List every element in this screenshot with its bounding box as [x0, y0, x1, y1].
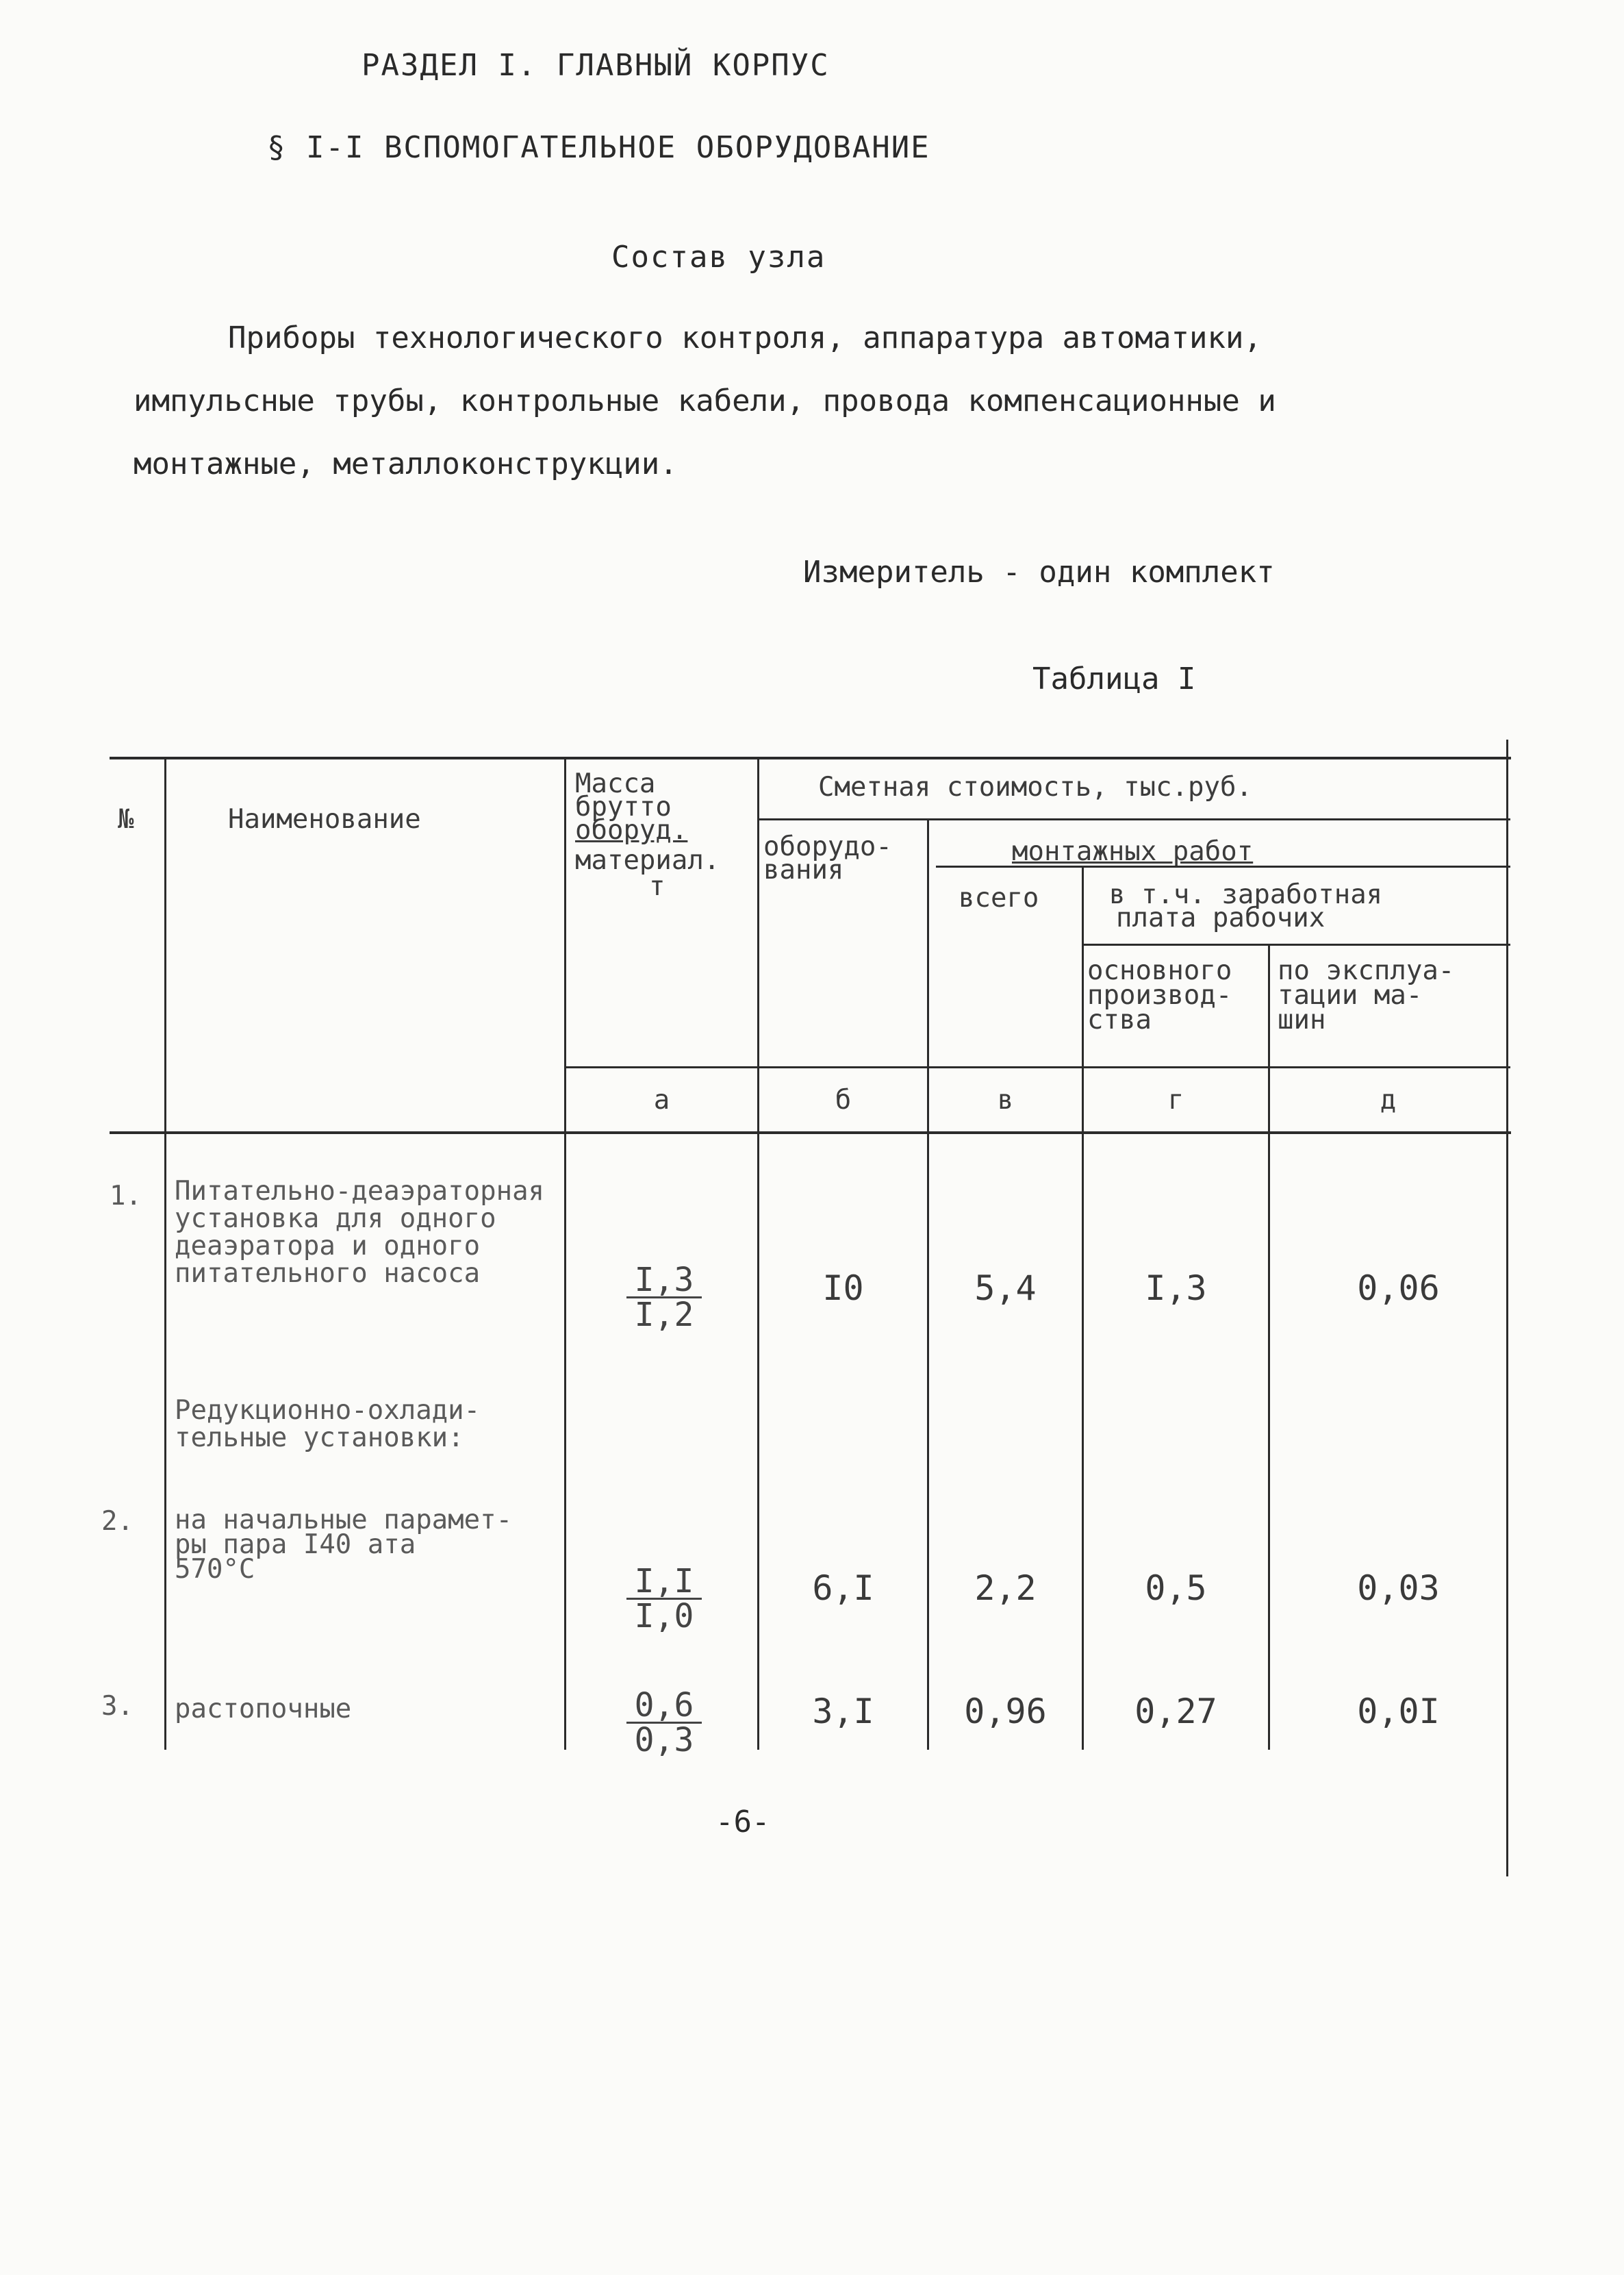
composition-line-1: Приборы технологического контроля, аппаратура автоматики, [228, 320, 1262, 355]
row-name: растопочные [175, 1694, 352, 1724]
composition-title: Состав узла [611, 240, 826, 275]
header-equipment: оборудо- вания [763, 831, 892, 885]
main-production-wages: 0,5 [1145, 1568, 1207, 1608]
meter-note: Измеритель - один комплект [803, 555, 1275, 590]
group-name: Редукционно-охлади- тельные установки: [175, 1395, 481, 1453]
mass-fraction: $\frac{I,3}{I,2}$ [626, 1264, 702, 1331]
header-cost: Сметная стоимость, тыс.руб. [818, 772, 1252, 803]
row-name: Питательно-деаэраторная установка для одного деаэратора и одного питательного насоса [175, 1176, 545, 1289]
paragraph-heading: § I-I ВСПОМОГАТЕЛЬНОЕ ОБОРУДОВАНИЕ [267, 130, 930, 165]
table-label: Таблица I [1032, 662, 1196, 696]
mass-fraction: $\frac{0,6}{0,3}$ [626, 1689, 702, 1757]
machine-operation-wages: 0,03 [1357, 1568, 1440, 1608]
installation-total: 0,96 [964, 1692, 1047, 1731]
header-machines: по эксплуа- тации ма- шин [1278, 955, 1455, 1035]
section-heading: РАЗДЕЛ I. ГЛАВНЫЙ КОРПУС [361, 48, 830, 83]
equipment-cost: 3,I [812, 1692, 874, 1731]
equipment-cost: 6,I [812, 1568, 874, 1608]
letter-d: д [1380, 1085, 1397, 1116]
header-main-production: основного производ- ства [1087, 955, 1232, 1035]
composition-line-3: монтажные, металлоконструкции. [134, 447, 678, 481]
page-number: -6- [715, 1805, 770, 1839]
installation-total: 2,2 [974, 1568, 1037, 1608]
header-installation: монтажных работ [1012, 836, 1254, 867]
letter-v: в [997, 1085, 1014, 1116]
composition-line-2: импульсные трубы, контрольные кабели, провода компенсационные и [134, 384, 1276, 418]
mass-fraction: $\frac{I,I}{I,0}$ [626, 1565, 702, 1633]
row-number: 2. [101, 1506, 134, 1537]
main-production-wages: 0,27 [1134, 1692, 1217, 1731]
machine-operation-wages: 0,06 [1357, 1268, 1440, 1308]
installation-total: 5,4 [974, 1268, 1037, 1308]
header-wages: в т.ч. заработная плата рабочих [1109, 879, 1383, 933]
header-mass: Масса брутто оборуд. материал. т [575, 768, 720, 902]
equipment-cost: I0 [822, 1268, 864, 1308]
machine-operation-wages: 0,0I [1357, 1692, 1440, 1731]
header-name: Наименование [228, 804, 421, 835]
main-production-wages: I,3 [1145, 1268, 1207, 1308]
header-num: № [118, 804, 134, 835]
row-name: на начальные парамет- ры пара I40 ата 570°С [175, 1505, 513, 1585]
letter-b: б [835, 1085, 852, 1116]
header-total: всего [959, 883, 1039, 914]
letter-a: а [653, 1085, 670, 1116]
row-number: 3. [101, 1691, 134, 1722]
letter-g: г [1167, 1085, 1184, 1116]
row-number: 1. [110, 1181, 142, 1211]
